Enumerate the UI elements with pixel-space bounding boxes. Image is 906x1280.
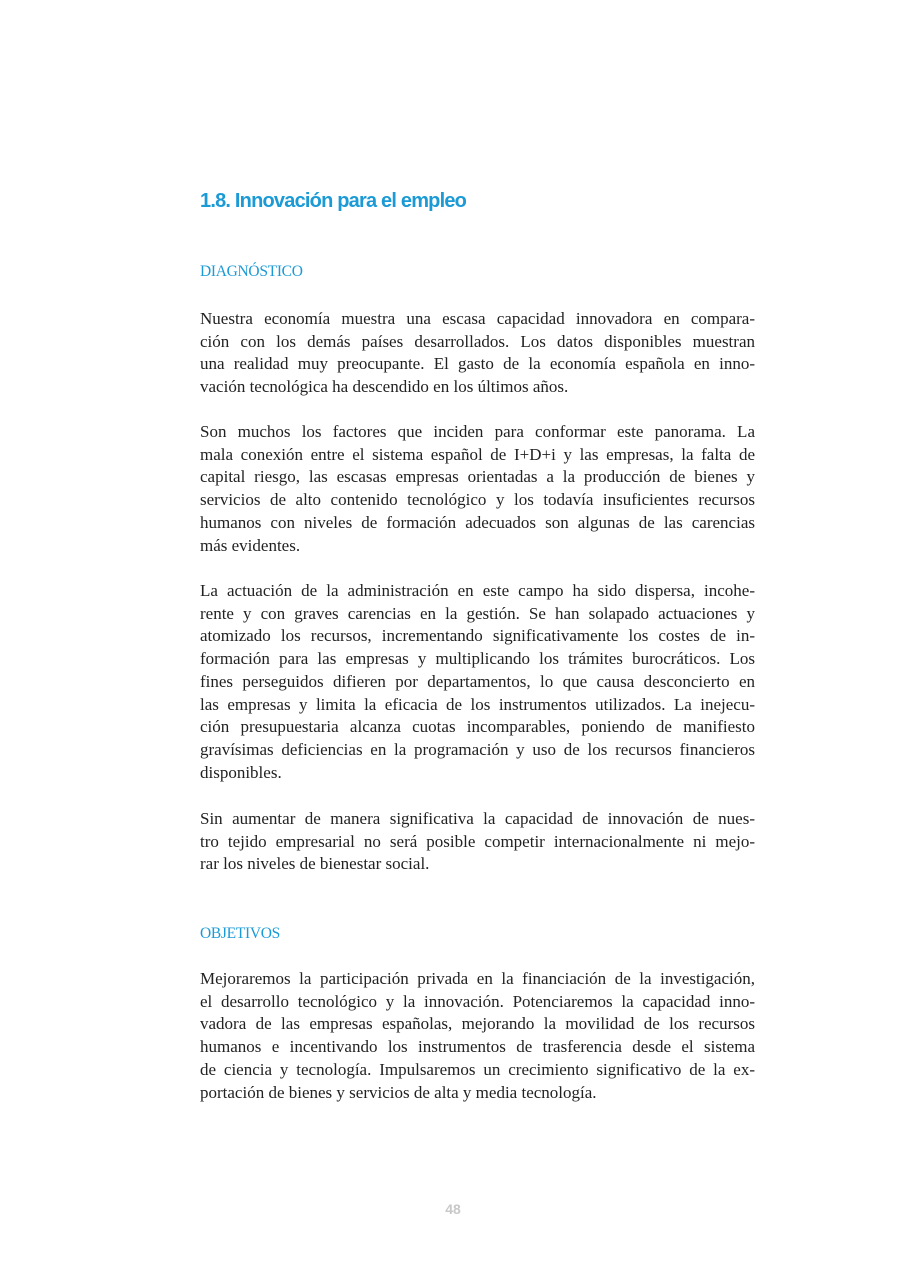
text-line: formación para las empresas y multiplicando los trámites burocráticos. Los [200, 649, 755, 669]
text-line: de ciencia y tecnología. Impulsaremos un crecimiento significativo de la ex- [200, 1059, 755, 1079]
heading-diagnostico: DIAGNÓSTICO [200, 263, 303, 280]
text-line: más evidentes. [200, 535, 301, 555]
text-line: rente y con graves carencias en la gestión. Se han solapado actuaciones y [200, 603, 755, 623]
text-line: vación tecnológica ha descendido en los últimos años. [200, 377, 569, 397]
text-line: una realidad muy preocupante. El gasto de la economía española en inno- [200, 354, 755, 374]
text-line: servicios de alto contenido tecnológico y los todavía insuficientes recursos [200, 490, 755, 510]
text-line: portación de bienes y servicios de alta y media tecnología. [200, 1082, 597, 1102]
text-line: ción presupuestaria alcanza cuotas incomparables, poniendo de manifiesto [200, 717, 755, 737]
text-line: capital riesgo, las escasas empresas orientadas a la producción de bienes y [200, 467, 755, 487]
text-line: Sin aumentar de manera significativa la capacidad de innovación de nues- [200, 809, 755, 828]
text-line: vadora de las empresas españolas, mejorando la movilidad de los recursos [200, 1014, 755, 1034]
page-number: 48 [445, 1201, 461, 1217]
text-line: tro tejido empresarial no será posible competir internacionalmente ni mejo- [200, 831, 755, 851]
text-line: las empresas y limita la eficacia de los instrumentos utilizados. La inejecu- [200, 694, 755, 714]
paragraph [200, 421, 755, 557]
paragraph [200, 580, 755, 784]
text-line: el desarrollo tecnológico y la innovación. Potenciaremos la capacidad inno- [200, 991, 755, 1011]
heading-objetivos: OBJETIVOS [200, 925, 280, 942]
text-line: fines perseguidos difieren por departamentos, lo que causa desconcierto en [200, 671, 755, 691]
text-line: humanos con niveles de formación adecuados son algunas de las carencias [200, 512, 755, 532]
section-title: 1.8. Innovación para el empleo [200, 190, 467, 212]
text-line: atomizado los recursos, incrementando significativamente los costes de in- [200, 626, 755, 646]
text-line: humanos e incentivando los instrumentos de trasferencia desde el sistema [200, 1037, 755, 1057]
text-line: Son muchos los factores que inciden para conformar este panorama. La [200, 422, 755, 441]
text-line: Nuestra economía muestra una escasa capacidad innovadora en compara- [200, 309, 755, 328]
paragraph [200, 968, 755, 1104]
text-line: ción con los demás países desarrollados. Los datos disponibles muestran [200, 331, 755, 351]
text-line: mala conexión entre el sistema español de I+D+i y las empresas, la falta de [200, 444, 755, 464]
text-line: La actuación de la administración en este campo ha sido dispersa, incohe- [200, 581, 755, 600]
paragraph [200, 308, 755, 399]
text-line: gravísimas deficiencias en la programación y uso de los recursos financieros [200, 739, 755, 759]
paragraph [200, 808, 755, 876]
text-line: Mejoraremos la participación privada en la financiación de la investigación, [200, 969, 755, 988]
text-line: disponibles. [200, 762, 282, 782]
text-line: rar los niveles de bienestar social. [200, 854, 430, 874]
